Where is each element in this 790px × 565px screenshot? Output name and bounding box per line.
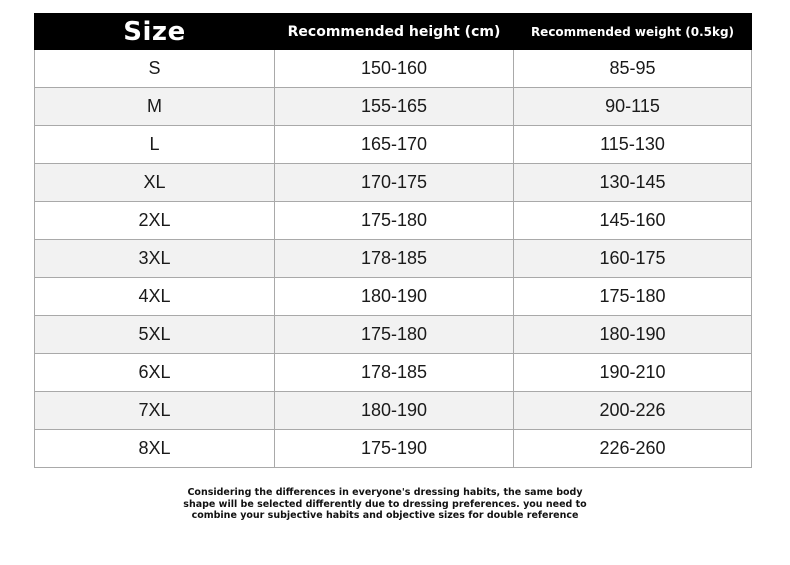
- fit-note-line: Considering the differences in everyone's dressing habits, the same body: [187, 487, 583, 498]
- height-cell: 180-190: [275, 278, 514, 316]
- table-row: [35, 430, 752, 468]
- size-cell: 3XL: [35, 240, 275, 278]
- header-size: Size: [35, 14, 275, 50]
- weight-cell: 115-130: [514, 126, 752, 164]
- height-cell: 165-170: [275, 126, 514, 164]
- weight-cell: 190-210: [514, 354, 752, 392]
- weight-cell: 85-95: [514, 50, 752, 88]
- table-row: [35, 164, 752, 202]
- weight-cell: 180-190: [514, 316, 752, 354]
- header-height: Recommended height (cm): [275, 14, 514, 50]
- size-cell: 7XL: [35, 392, 275, 430]
- table-row: [35, 126, 752, 164]
- height-cell: 170-175: [275, 164, 514, 202]
- table-row: [35, 50, 752, 88]
- height-cell: 178-185: [275, 354, 514, 392]
- weight-cell: 226-260: [514, 430, 752, 468]
- size-cell: M: [35, 88, 275, 126]
- size-cell: 6XL: [35, 354, 275, 392]
- weight-cell: 175-180: [514, 278, 752, 316]
- height-cell: 178-185: [275, 240, 514, 278]
- height-cell: 175-190: [275, 430, 514, 468]
- size-cell: L: [35, 126, 275, 164]
- size-cell: XL: [35, 164, 275, 202]
- size-chart-table: [34, 13, 752, 468]
- height-cell: 155-165: [275, 88, 514, 126]
- table-row: [35, 278, 752, 316]
- table-row: [35, 392, 752, 430]
- table-row: [35, 202, 752, 240]
- height-cell: 150-160: [275, 50, 514, 88]
- size-cell: S: [35, 50, 275, 88]
- height-cell: 180-190: [275, 392, 514, 430]
- table-row: [35, 88, 752, 126]
- header-weight: Recommended weight (0.5kg): [514, 14, 752, 50]
- fit-note: [175, 487, 595, 522]
- size-cell: 2XL: [35, 202, 275, 240]
- weight-cell: 145-160: [514, 202, 752, 240]
- size-cell: 5XL: [35, 316, 275, 354]
- height-cell: 175-180: [275, 202, 514, 240]
- header-row: [35, 14, 752, 50]
- height-cell: 175-180: [275, 316, 514, 354]
- table-row: [35, 316, 752, 354]
- weight-cell: 90-115: [514, 88, 752, 126]
- weight-cell: 130-145: [514, 164, 752, 202]
- table-row: [35, 240, 752, 278]
- table-body: [35, 50, 752, 468]
- fit-note-line: shape will be selected differently due to dressing preferences. you need to: [183, 498, 587, 510]
- table-header: [35, 14, 752, 50]
- size-cell: 8XL: [35, 430, 275, 468]
- fit-note-line: combine your subjective habits and objective sizes for double reference: [191, 510, 579, 521]
- table-row: [35, 354, 752, 392]
- size-cell: 4XL: [35, 278, 275, 316]
- weight-cell: 200-226: [514, 392, 752, 430]
- weight-cell: 160-175: [514, 240, 752, 278]
